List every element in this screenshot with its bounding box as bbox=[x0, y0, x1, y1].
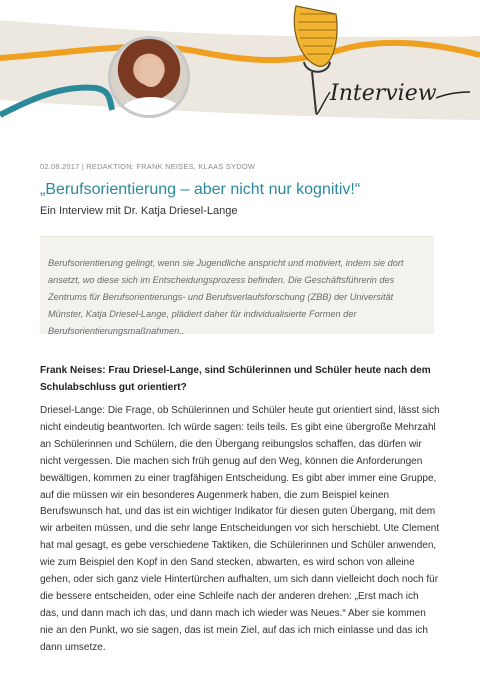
interview-question: Frank Neises: Frau Driesel-Lange, sind Schülerinnen und Schüler heute nach dem Schulabschluss gut orientiert? bbox=[40, 365, 431, 393]
interview-answer: Driesel-Lange: Die Frage, ob Schülerinnen und Schüler heute gut orientiert sind, lässt sich nicht eindeutig beantworten. Ich würde sagen: teils teils. Es gibt eine übergroße Mehrzahl an Schülerinnen und Schülern, die den Übergang reibungslos schaffen, das dürfen wir nicht vergessen. Die machen sich früh genug auf den Weg, können die Anforderungen bewältigen, kommen zu einer tragfähigen Entscheidung. Es gibt aber immer eine Gruppe, auf die müssen wir ein besonderes Augenmerk haben, die zum Beispiel keinen Berufswunsch hat, und das ist ein wichtiger Indikator für diesen guten Übergang, mit dem wir arbeiten müssen, und die sehr lange Entscheidungen vor sich herschiebt. Ute Clement hat mal gesagt, es gebe verschiedene Taktiken, die Schülerinnen und Schüler anwenden, wie zum Beispiel den Kopf in den Sand stecken, abwarten, es wird schon von alleine gehen, oder sich ganz viele Hintertürchen aufhalten, um sich dann vielleicht doch noch für die bessere entscheiden, oder eine Schleife nach der anderen drehen: „Erst mach ich das, und dann mach ich das, und dann mach ich wieder was Neues.“ Aber sie kommen nie an den Punkt, wo sie sagen, das ist mein Ziel, auf das ich mich einlasse und das ich dann umsetze. bbox=[40, 405, 440, 653]
article-title: „Berufsorientierung – aber nicht nur kognitiv!“ bbox=[40, 181, 361, 198]
article-subtitle: Ein Interview mit Dr. Katja Driesel-Lange bbox=[40, 205, 238, 217]
header-banner bbox=[0, 0, 480, 135]
article-meta: 02.08.2017 | REDAKTION: FRANK NEISES, KLAAS SYDOW bbox=[40, 162, 256, 171]
teaser-box: Berufsorientierung gelingt, wenn sie Jugendliche anspricht und motiviert, indem sie dort ansetzt, wo diese sich im Entscheidungsprozess befinden. Die Geschäftsführerin des Zentrums für Berufsorientierungs- und Berufsverlaufsforschung (ZBB) der Universität Münster, Katja Driesel-Lange, plädiert daher für individualisierte Formen der Berufsorientierungsmaßnahmen.. bbox=[40, 236, 434, 334]
avatar-shirt bbox=[121, 97, 181, 118]
interview-logo-text: Interview bbox=[330, 81, 437, 106]
avatar-face bbox=[139, 57, 163, 87]
avatar bbox=[108, 36, 190, 118]
header-graphic bbox=[0, 0, 480, 135]
